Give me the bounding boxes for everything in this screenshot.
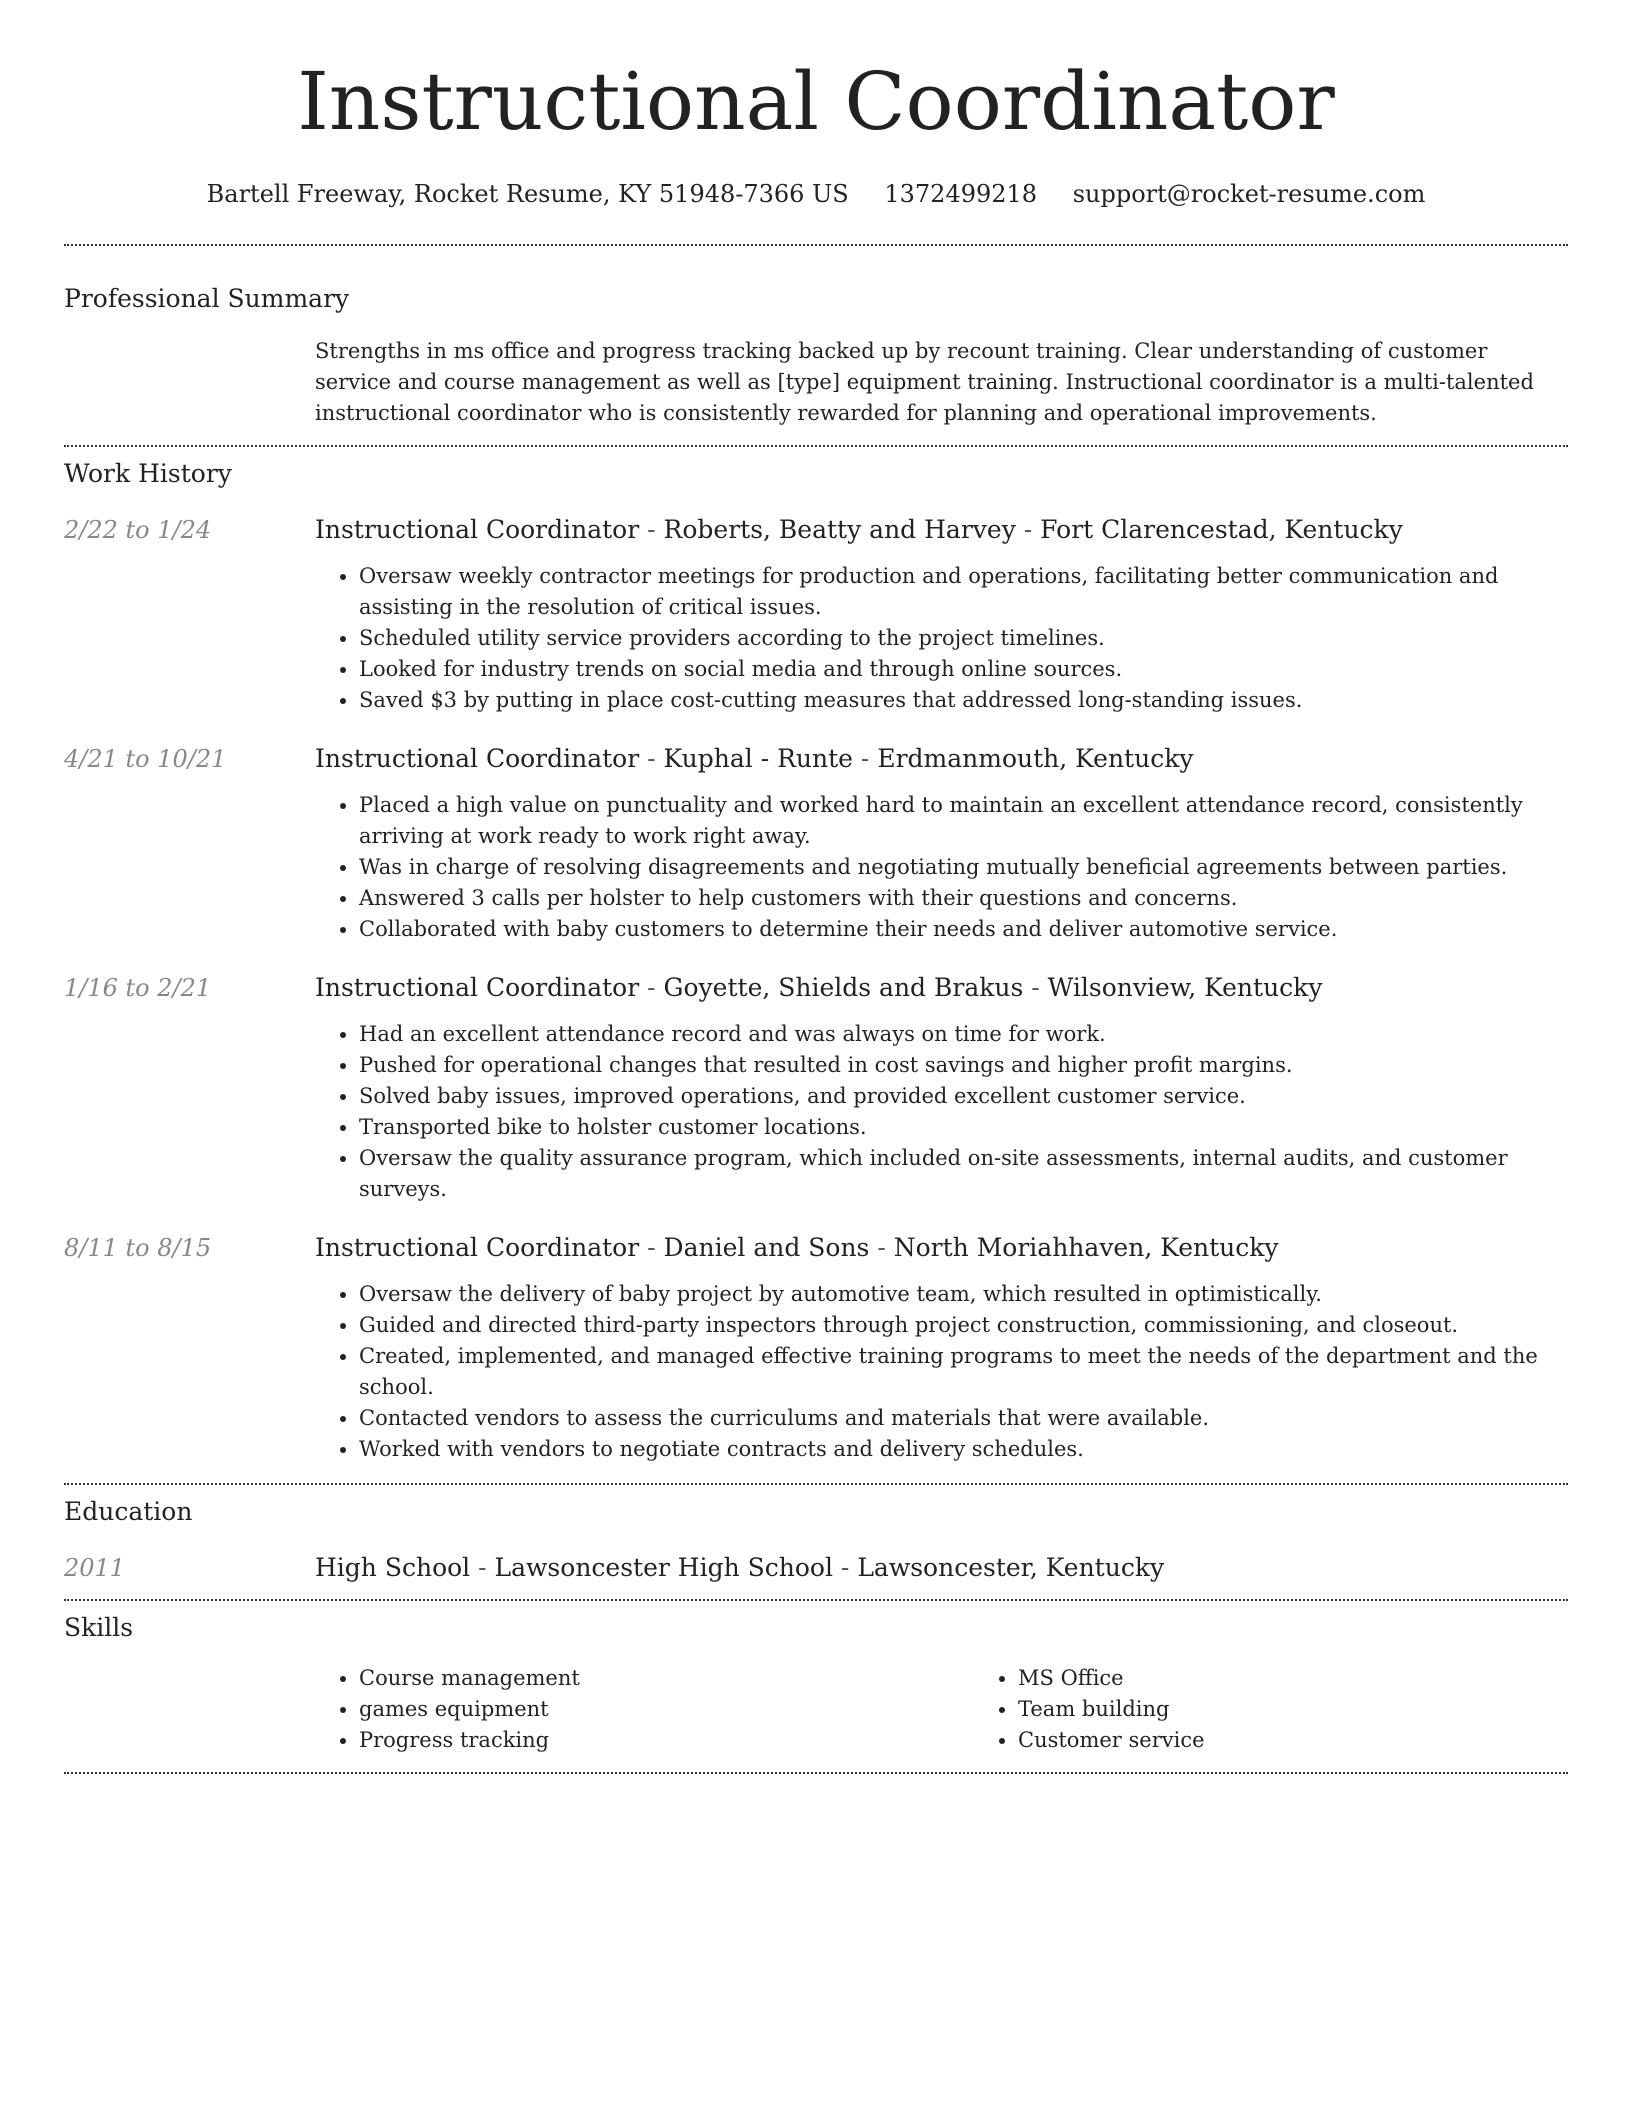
contact-address: Bartell Freeway, Rocket Resume, KY 51948-7366 US xyxy=(206,180,849,208)
job-bullet: • Oversaw weekly contractor meetings for production and operations, facilitating better communication and assisting in the resolution of critical issues. xyxy=(359,561,1568,623)
job-bullet: • Contacted vendors to assess the curriculums and materials that were available. xyxy=(359,1403,1568,1434)
education-location: Lawsoncester, Kentucky xyxy=(857,1553,1165,1582)
education-degree: High School xyxy=(315,1553,471,1582)
candidate-name: Instructional Coordinator xyxy=(297,55,1335,148)
job-company: Roberts, Beatty and Harvey xyxy=(663,515,1016,544)
summary-spacer xyxy=(64,336,315,429)
skill-item: • Team building xyxy=(1018,1694,1632,1725)
job-bullets xyxy=(315,1019,1568,1205)
job-bullet: • Scheduled utility service providers according to the project timelines. xyxy=(359,623,1568,654)
summary-text: Strengths in ms office and progress tracking backed up by recount training. Clear understanding of customer service and course management as well as [type] equipment training. Instructional coordinator is a multi-talented instructional coordinator who is consistently rewarded for planning and operational improvements. xyxy=(315,339,1534,425)
job-heading xyxy=(315,1231,1568,1265)
job-role: Instructional Coordinator xyxy=(315,744,640,773)
job-separator: - xyxy=(1015,515,1041,544)
job-dates: 4/21 to 10/21 xyxy=(64,745,227,773)
job-role: Instructional Coordinator xyxy=(315,973,640,1002)
skill-item: • Progress tracking xyxy=(359,1725,974,1756)
skill-item: • games equipment xyxy=(359,1694,974,1725)
skills-list-left xyxy=(315,1663,974,1756)
job-bullet: • Saved $3 by putting in place cost-cutting measures that addressed long-standing issues. xyxy=(359,685,1568,716)
job-separator: - xyxy=(639,1233,664,1262)
job-company: Kuphal - Runte xyxy=(663,744,853,773)
contact-email: support@rocket-resume.com xyxy=(1072,180,1426,208)
education-heading: Education xyxy=(64,1497,193,1526)
job-location: Wilsonview, Kentucky xyxy=(1047,973,1323,1002)
summary-heading: Professional Summary xyxy=(64,284,350,313)
resume-header xyxy=(64,0,1568,210)
contact-line xyxy=(64,178,1568,210)
job-dates: 8/11 to 8/15 xyxy=(64,1234,212,1262)
job-bullet: • Worked with vendors to negotiate contracts and delivery schedules. xyxy=(359,1434,1568,1465)
job-location: Erdmanmouth, Kentucky xyxy=(877,744,1194,773)
job-bullet: • Pushed for operational changes that resulted in cost savings and higher profit margins. xyxy=(359,1050,1568,1081)
job-location: North Moriahhaven, Kentucky xyxy=(893,1233,1279,1262)
job-role: Instructional Coordinator xyxy=(315,515,640,544)
job-dates: 1/16 to 2/21 xyxy=(64,974,212,1002)
job-separator: - xyxy=(852,744,878,773)
job-bullet: • Oversaw the quality assurance program, which included on-site assessments, internal audits, and customer surveys. xyxy=(359,1143,1568,1205)
job-bullets xyxy=(315,1279,1568,1465)
skill-item: • MS Office xyxy=(1018,1663,1632,1694)
skills-spacer xyxy=(64,1663,315,1756)
job-bullet: • Placed a high value on punctuality and worked hard to maintain an excellent attendance record, consistently arriving at work ready to work right away. xyxy=(359,790,1568,852)
job-bullet: • Was in charge of resolving disagreements and negotiating mutually beneficial agreements between parties. xyxy=(359,852,1568,883)
job-separator: - xyxy=(639,515,664,544)
education-separator: - xyxy=(470,1553,495,1582)
education-heading-line xyxy=(315,1551,1568,1585)
skills-grid xyxy=(315,1663,1568,1756)
work-history-section xyxy=(64,447,1568,1483)
job-dates: 2/22 to 1/24 xyxy=(64,516,212,544)
job-bullet: • Had an excellent attendance record and was always on time for work. xyxy=(359,1019,1568,1050)
job-company: Goyette, Shields and Brakus xyxy=(663,973,1024,1002)
job-separator: - xyxy=(869,1233,894,1262)
job-bullet: • Looked for industry trends on social media and through online sources. xyxy=(359,654,1568,685)
job-separator: - xyxy=(1023,973,1048,1002)
skills-heading: Skills xyxy=(64,1613,134,1642)
job-heading xyxy=(315,742,1568,776)
job-heading xyxy=(315,513,1568,547)
job-bullet: • Solved baby issues, improved operations, and provided excellent customer service. xyxy=(359,1081,1568,1112)
job-entry xyxy=(64,742,1568,945)
education-school: Lawsoncester High School xyxy=(494,1553,833,1582)
work-history-heading: Work History xyxy=(64,459,232,488)
skills-list-right xyxy=(974,1663,1632,1756)
education-year: 2011 xyxy=(64,1554,126,1582)
job-location: Fort Clarencestad, Kentucky xyxy=(1040,515,1403,544)
job-entry xyxy=(64,513,1568,716)
education-separator: - xyxy=(832,1553,858,1582)
job-bullet: • Created, implemented, and managed effective training programs to meet the needs of the department and the school. xyxy=(359,1341,1568,1403)
summary-section xyxy=(64,246,1568,445)
education-entry xyxy=(64,1551,1568,1585)
job-bullet: • Answered 3 calls per holster to help customers with their questions and concerns. xyxy=(359,883,1568,914)
job-entry xyxy=(64,971,1568,1205)
job-role: Instructional Coordinator xyxy=(315,1233,640,1262)
job-heading xyxy=(315,971,1568,1005)
job-bullets xyxy=(315,790,1568,945)
job-separator: - xyxy=(639,744,664,773)
contact-phone: 1372499218 xyxy=(884,180,1038,208)
job-bullet: • Collaborated with baby customers to determine their needs and deliver automotive service. xyxy=(359,914,1568,945)
skills-divider xyxy=(64,1772,1568,1774)
job-entry xyxy=(64,1231,1568,1465)
job-bullet: • Guided and directed third-party inspectors through project construction, commissioning, and closeout. xyxy=(359,1310,1568,1341)
skills-section xyxy=(64,1601,1568,1772)
skill-item: • Course management xyxy=(359,1663,974,1694)
job-company: Daniel and Sons xyxy=(663,1233,870,1262)
job-separator: - xyxy=(639,973,664,1002)
job-bullets xyxy=(315,561,1568,716)
education-section xyxy=(64,1485,1568,1599)
skill-item: • Customer service xyxy=(1018,1725,1632,1756)
job-bullet: • Oversaw the delivery of baby project by automotive team, which resulted in optimistically. xyxy=(359,1279,1568,1310)
job-bullet: • Transported bike to holster customer locations. xyxy=(359,1112,1568,1143)
